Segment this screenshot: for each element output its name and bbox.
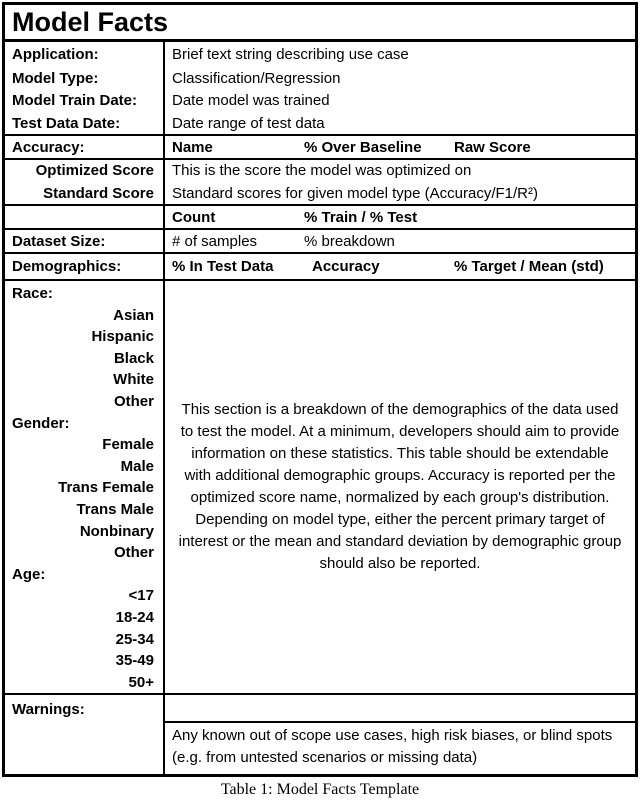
standard-score-value: Standard scores for given model type (Accuracy/F1/R²) (172, 185, 538, 202)
test-date-value: Date range of test data (172, 115, 325, 132)
gender-item: Other (113, 544, 154, 562)
train-date-label: Model Train Date: (5, 90, 165, 112)
model-type-label: Model Type: (5, 68, 165, 90)
test-date-label: Test Data Date: (5, 112, 165, 134)
group-race: Race: (12, 285, 53, 302)
age-item: 25-34 (115, 630, 154, 648)
optimized-score-label: Optimized Score (5, 160, 165, 182)
page-title: Model Facts (5, 5, 635, 42)
age-item: 35-49 (115, 652, 154, 670)
optimized-score-value: This is the score the model was optimized on (172, 162, 472, 179)
gender-item: Trans Female (58, 479, 154, 497)
dataset-size-row (5, 230, 635, 254)
dataset-headers (165, 206, 635, 228)
race-item: White (113, 371, 154, 389)
train-date-value: Date model was trained (172, 92, 330, 109)
warnings-text: Any known out of scope use cases, high risk biases, or blind spots (e.g. from untested scenarios or missing data) (165, 721, 635, 774)
model-type-value: Classification/Regression (172, 70, 341, 87)
accuracy-header-raw-score: Raw Score (454, 139, 531, 156)
accuracy-header-row (5, 136, 635, 160)
dataset-header-row (5, 206, 635, 230)
age-item: <17 (128, 587, 154, 605)
race-item: Hispanic (91, 328, 154, 346)
demographics-body-row (5, 281, 635, 695)
table-caption: Table 1: Model Facts Template (220, 781, 420, 799)
age-item: 50+ (128, 673, 154, 691)
demographics-header-in-test: % In Test Data (172, 258, 274, 275)
info-row-model-type (5, 68, 635, 90)
demographics-description-cell (165, 281, 635, 693)
dataset-size-values (165, 230, 635, 252)
demographics-label: Demographics: (5, 254, 165, 279)
warnings-spacer (165, 695, 635, 721)
info-row-test-date (5, 112, 635, 136)
dataset-size-label: Dataset Size: (5, 230, 165, 252)
demographics-header-row (5, 254, 635, 281)
demographics-description: This section is a breakdown of the demographics of the data used to test the model. At a minimum, developers should aim to provide information on these statistics. This table should be extendable with additional demographic groups. Accuracy is reported per the optimized score name, normalized by each group's distribution. Depending on model type, either the percent primary target of interest or the mean and standard deviation by demographic group should also be reported. (178, 401, 622, 573)
dataset-breakdown-value: % breakdown (304, 233, 395, 250)
demographics-header-target-mean: % Target / Mean (std) (454, 258, 604, 275)
gender-item: Female (102, 436, 154, 454)
standard-score-row (5, 182, 635, 206)
warnings-cell (165, 695, 635, 774)
warnings-row (5, 695, 635, 774)
dataset-header-train-test: % Train / % Test (304, 209, 418, 226)
demographics-header-accuracy: Accuracy (312, 258, 380, 275)
accuracy-label: Accuracy: (5, 136, 165, 158)
standard-score-label: Standard Score (5, 182, 165, 204)
application-value: Brief text string describing use case (172, 46, 409, 63)
optimized-score-row (5, 160, 635, 182)
model-facts-table (2, 2, 638, 777)
race-item: Other (113, 392, 154, 410)
gender-item: Trans Male (76, 500, 154, 518)
application-label: Application: (5, 42, 165, 68)
accuracy-headers (165, 136, 635, 158)
accuracy-header-name: Name (172, 139, 213, 156)
accuracy-header-over-baseline: % Over Baseline (304, 139, 422, 156)
gender-item: Male (120, 457, 154, 475)
group-gender: Gender: (12, 414, 70, 432)
warnings-label: Warnings: (5, 695, 165, 774)
demographics-group-list (5, 281, 165, 693)
info-row-application (5, 42, 635, 68)
gender-item: Nonbinary (79, 522, 154, 540)
demographics-headers (165, 254, 635, 279)
race-item: Black (113, 349, 154, 367)
group-age: Age: (12, 565, 46, 583)
dataset-samples-value: # of samples (172, 233, 258, 250)
dataset-header-spacer (5, 206, 165, 228)
race-item: Asian (113, 306, 154, 324)
age-item: 18-24 (115, 608, 154, 626)
info-row-train-date (5, 90, 635, 112)
dataset-header-count: Count (172, 209, 216, 226)
